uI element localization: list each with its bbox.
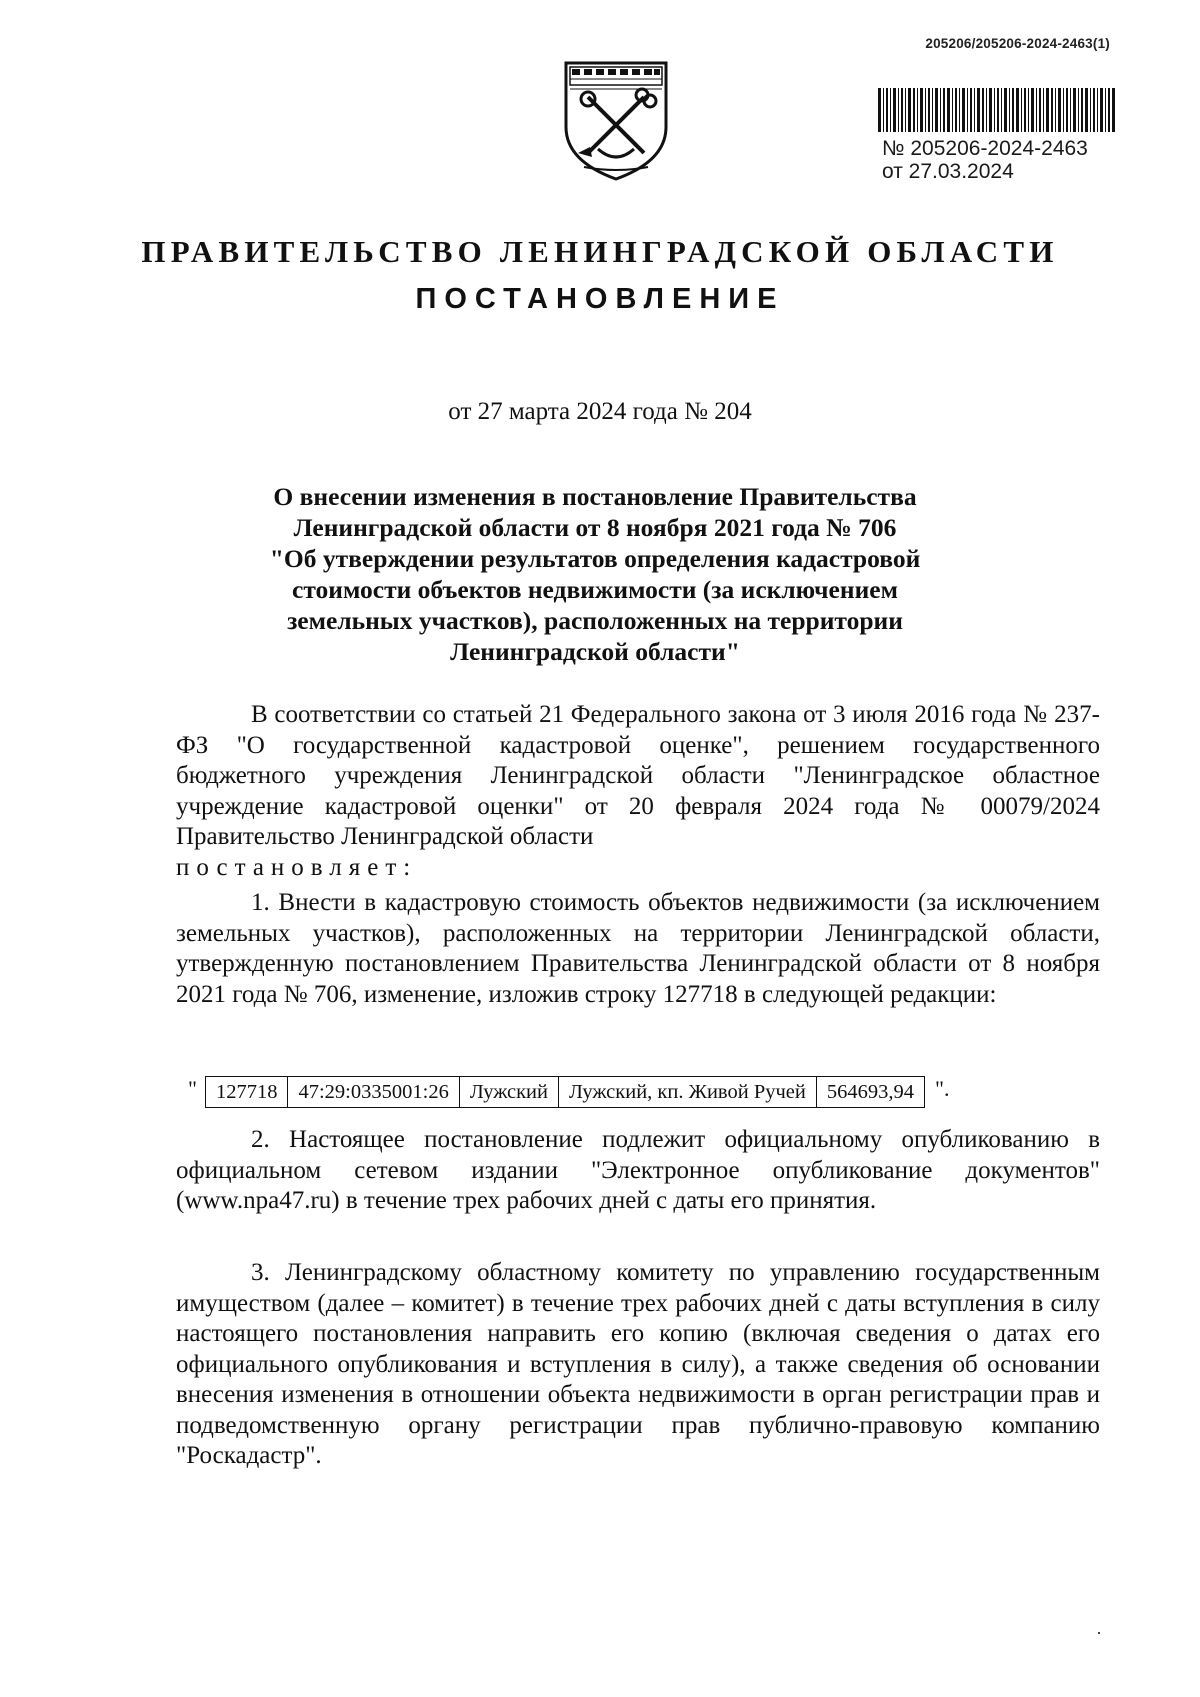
amended-table-row: [188, 1076, 949, 1108]
item-3-paragraph: 3. Ленинградскому областному комитету по управлению государственным имуществом (далее – комитет) в течение трех рабочих дней с даты вступления в силу настоящего постановления направить его копию (включая сведения о датах его официального опубликования и вступления в силу), а также сведения об основании внесения изменения в отношении объекта недвижимости в орган регистрации прав и подведомственную органу регистрации прав публично-правовую компанию "Роскадастр".: [176, 1259, 1100, 1469]
table-row: [205, 1077, 924, 1108]
table-cell-cadastral-value: 564693,94: [816, 1077, 924, 1108]
subject-line: стоимости объектов недвижимости (за исключением: [292, 575, 898, 604]
close-quote: ".: [934, 1076, 950, 1101]
subject-line: О внесении изменения в постановление Правительства: [273, 482, 917, 511]
coat-of-arms-icon: [558, 57, 674, 183]
resolves-word: постановляет:: [176, 853, 418, 881]
table-cell-address: Лужский, кп. Живой Ручей: [559, 1077, 817, 1108]
item-1-paragraph: 1. Внести в кадастровую стоимость объектов недвижимости (за исключением земельных участков), расположенных на территории Ленинградской области, утвержденную постановлением Правительства Ленинградской области от 8 ноября 2021 года № 706, изменение, изложив строку 127718 в следующей редакции:: [176, 889, 1100, 1008]
cadastral-table: [205, 1076, 925, 1108]
table-cell-row-number: 127718: [205, 1077, 288, 1108]
registration-date: от 27.03.2024: [882, 160, 1014, 183]
table-cell-cadastral-number: 47:29:0335001:26: [288, 1077, 459, 1108]
open-quote: ": [188, 1076, 197, 1101]
subject-line: Ленинградской области от 8 ноября 2021 года № 706: [293, 513, 897, 542]
table-cell-district: Лужский: [459, 1077, 558, 1108]
document-date-number: от 27 марта 2024 года № 204: [448, 398, 752, 425]
subject-line: Ленинградской области": [450, 637, 740, 666]
barcode-icon: [868, 88, 1128, 132]
document-reference: 205206/205206-2024-2463(1): [925, 36, 1110, 51]
government-title: ПРАВИТЕЛЬСТВО ЛЕНИНГРАДСКОЙ ОБЛАСТИ: [141, 234, 1059, 269]
document-type: ПОСТАНОВЛЕНИЕ: [415, 283, 785, 315]
registration-number: № 205206-2024-2463: [882, 137, 1088, 160]
item-2-paragraph: 2. Настоящее постановление подлежит официальному опубликованию в официальном сетевом издании "Электронное опубликование документов" (www.npa47.ru) в течение трех рабочих дней с даты его принятия.: [176, 1126, 1100, 1214]
preamble-paragraph: [176, 700, 1100, 883]
scan-speck: [1098, 1632, 1100, 1634]
subject-line: "Об утверждении результатов определения кадастровой: [269, 544, 921, 573]
subject-line: земельных участков), расположенных на территории: [287, 606, 903, 635]
preamble-text: В соответствии со статьей 21 Федерального закона от 3 июля 2016 года № 237-ФЗ "О государственной кадастровой оценке", решением государственного бюджетного учреждения Ленинградской области "Ленинградское областное учреждение кадастровой оценки" от 20 февраля 2024 года № 00079/2024 Правительство Ленинградской области: [176, 701, 1100, 850]
document-subject: [215, 481, 975, 667]
